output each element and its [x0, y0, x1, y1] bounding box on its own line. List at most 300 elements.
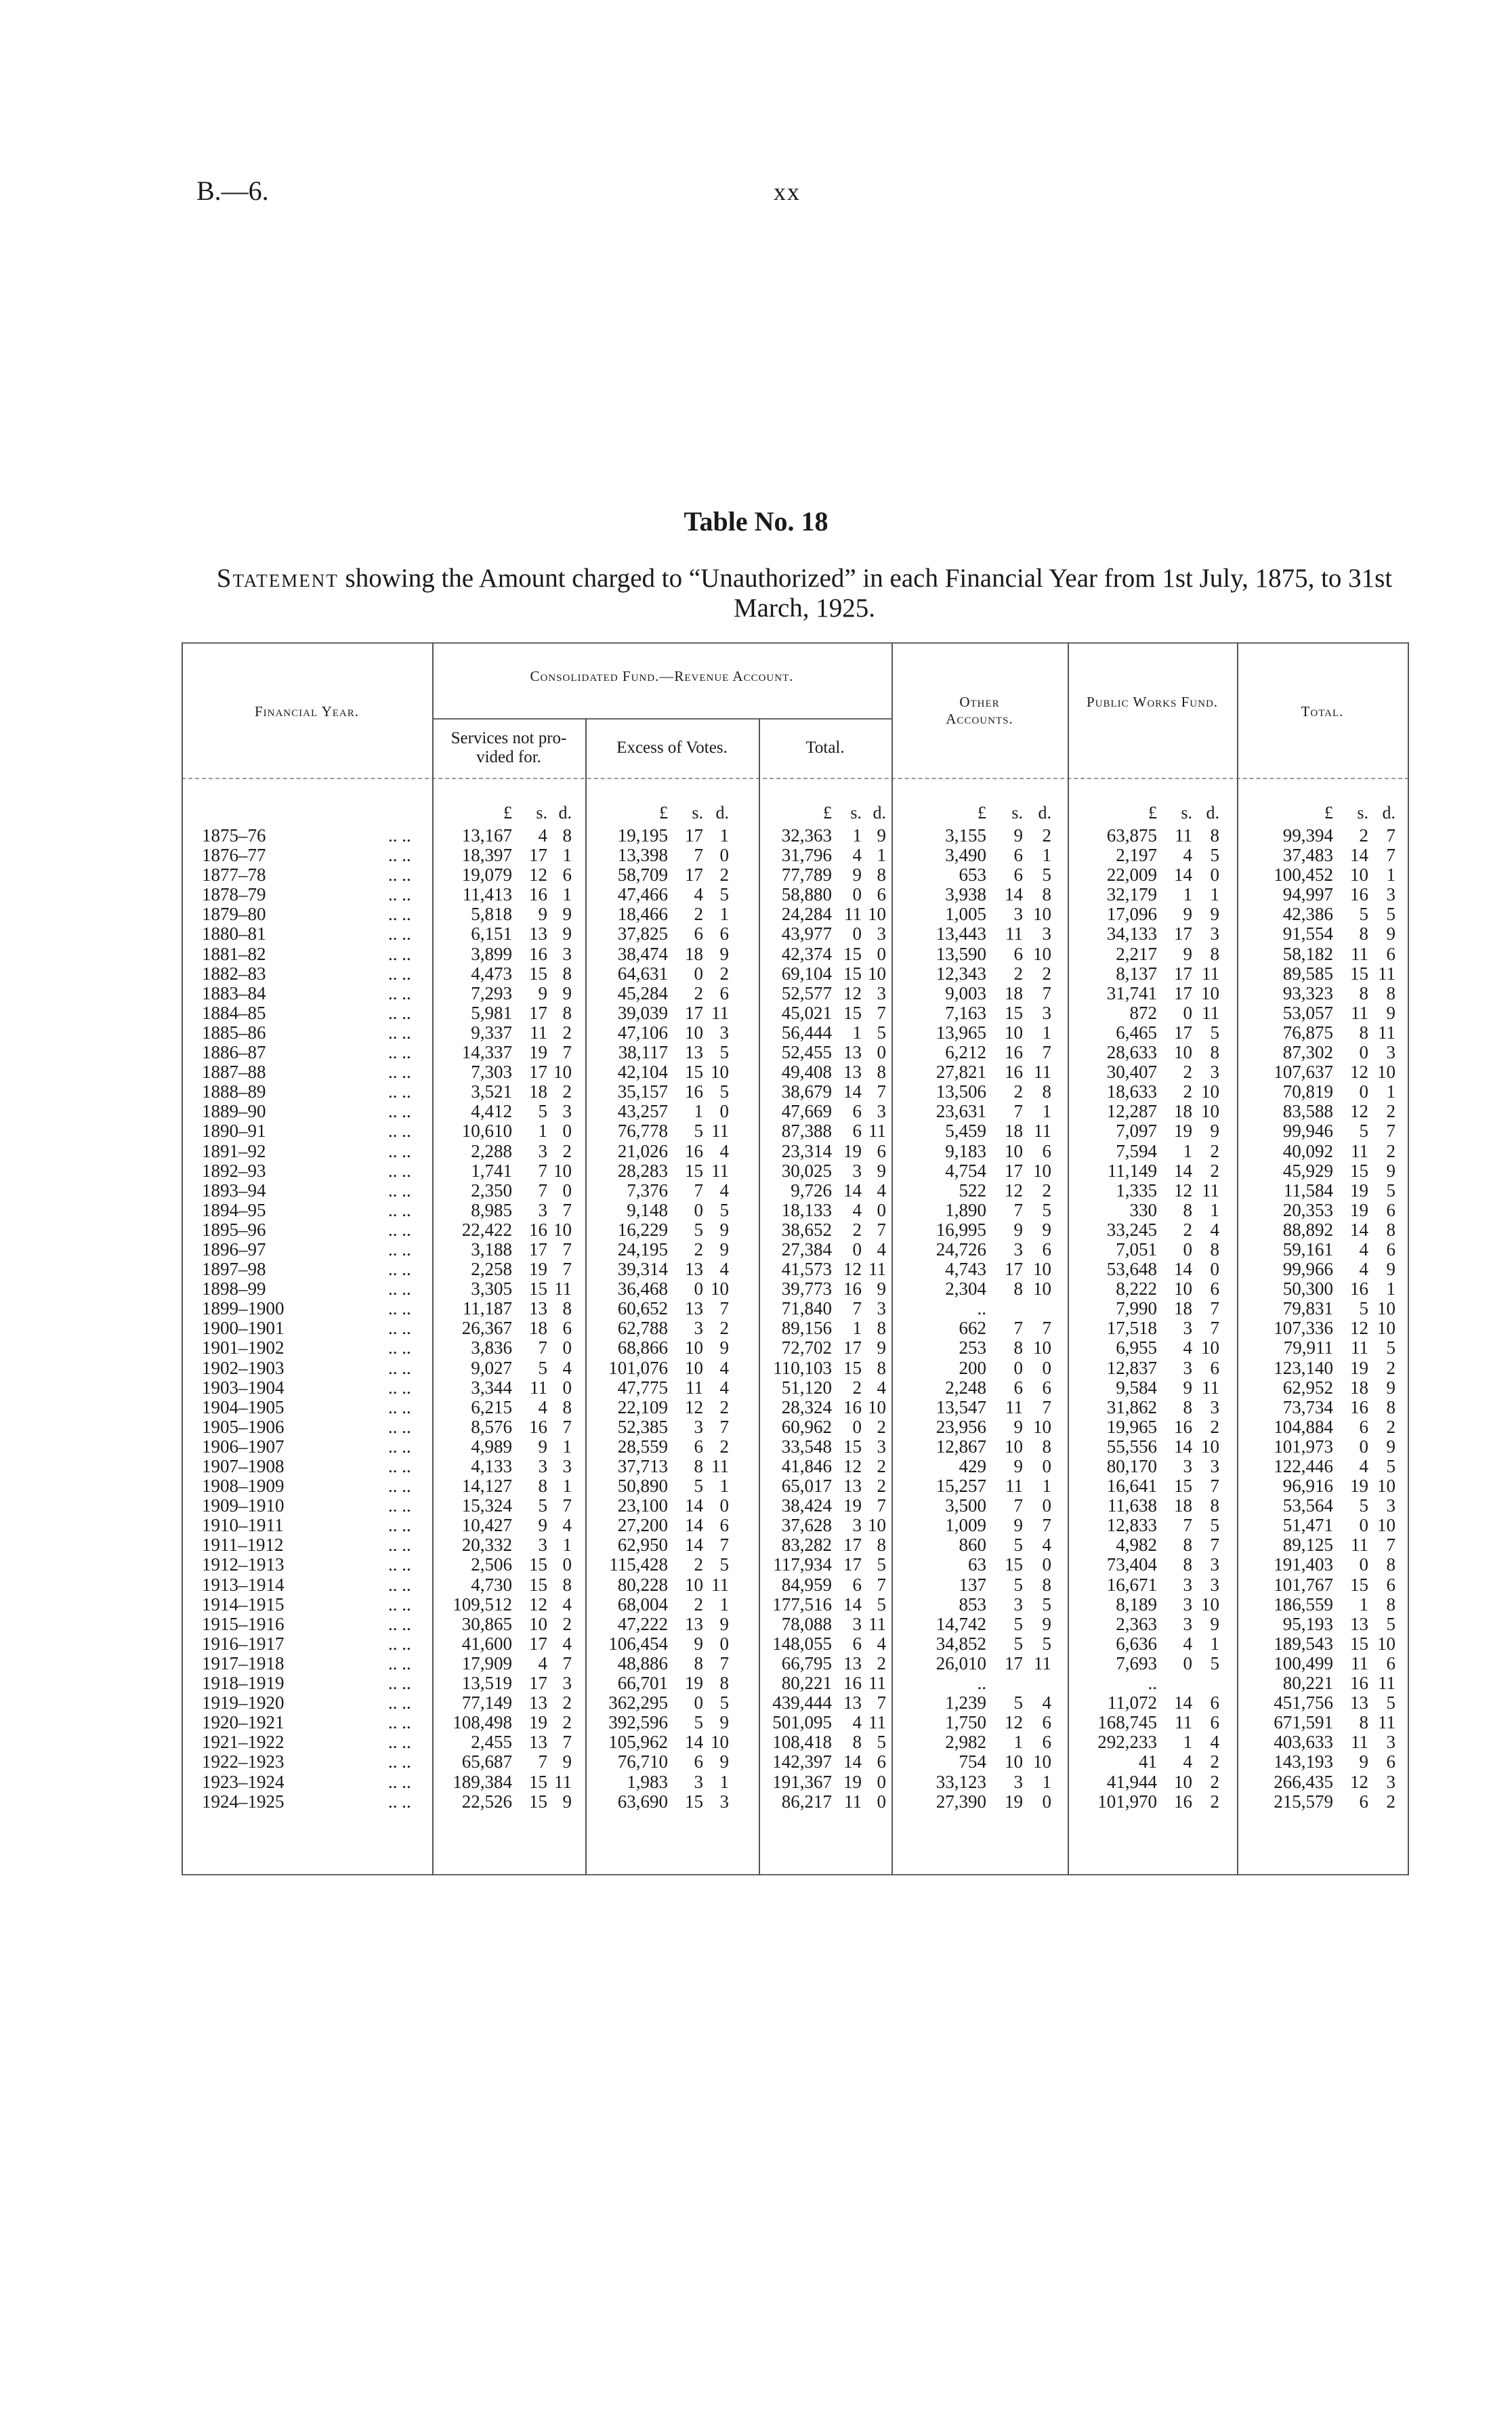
financial-year: 1921–1922 [202, 1732, 285, 1753]
services-shillings: 19 [529, 1712, 547, 1733]
cf-total-shillings: 6 [852, 1633, 862, 1654]
financial-year: 1877–78 [202, 865, 266, 886]
pwf-pounds: 7,594 [1116, 1140, 1157, 1161]
services-pounds: 3,344 [471, 1377, 512, 1398]
cf-total-pence: 5 [877, 1594, 886, 1615]
services-pence: 9 [562, 904, 572, 925]
total-pounds: 80,221 [1282, 1673, 1333, 1694]
table-row [182, 1378, 1409, 1398]
total-pounds: 99,966 [1282, 1259, 1333, 1280]
total-pounds: 101,767 [1274, 1574, 1333, 1595]
services-pence: 2 [562, 1712, 572, 1733]
cf-total-pounds: 71,840 [781, 1298, 832, 1319]
services-pence: 9 [562, 1751, 572, 1772]
excess-shillings: 10 [685, 1357, 703, 1378]
other-pounds: 2,982 [945, 1732, 986, 1753]
excess-shillings: 13 [685, 1259, 703, 1280]
total-pounds: 266,435 [1274, 1771, 1333, 1792]
excess-pounds: 76,710 [617, 1751, 668, 1772]
other-pounds: 6,212 [945, 1042, 986, 1063]
services-pounds: 10,427 [461, 1515, 512, 1536]
pwf-pounds: 7,693 [1116, 1652, 1157, 1673]
other-pence: 11 [1034, 1652, 1051, 1673]
financial-year: 1923–1924 [202, 1771, 285, 1792]
pwf-shillings: 14 [1174, 865, 1192, 886]
services-shillings: 15 [529, 1574, 547, 1595]
services-pence: 3 [562, 1101, 572, 1122]
other-pence: 1 [1042, 845, 1051, 866]
table-row [182, 1732, 1409, 1752]
table-row [182, 1673, 1409, 1693]
pwf-pounds: 80,170 [1106, 1456, 1157, 1476]
total-shillings: 16 [1350, 1278, 1368, 1299]
excess-shillings: 0 [694, 1692, 703, 1713]
pwf-pounds: 872 [1129, 1002, 1157, 1023]
other-pence: 7 [1042, 1318, 1051, 1339]
cf-total-pence: 2 [877, 1456, 886, 1476]
cf-total-shillings: 17 [843, 1535, 862, 1556]
table-row [182, 1457, 1409, 1476]
pwf-shillings: 8 [1183, 1554, 1192, 1575]
pwf-pence: 10 [1201, 1101, 1219, 1122]
table-row [182, 984, 1409, 1003]
excess-shillings: 3 [694, 1318, 703, 1339]
excess-shillings: 10 [685, 1022, 703, 1043]
total-shillings: 8 [1359, 1712, 1368, 1733]
cf-total-pounds: 52,455 [781, 1042, 832, 1063]
total-shillings: 11 [1351, 1535, 1368, 1556]
table-row [182, 1615, 1409, 1634]
excess-pence: 0 [719, 845, 729, 866]
excess-pence: 0 [719, 1101, 729, 1122]
total-pounds: 79,831 [1282, 1298, 1333, 1319]
other-pence: 0 [1042, 1554, 1051, 1575]
services-shillings: 11 [530, 1377, 547, 1398]
services-shillings: 15 [529, 1771, 547, 1792]
other-pounds: 2,248 [945, 1377, 986, 1398]
pwf-pence: 0 [1210, 865, 1219, 886]
financial-year: 1880–81 [202, 923, 266, 944]
other-pounds: 13,506 [936, 1081, 986, 1102]
total-pence: 6 [1386, 1239, 1395, 1260]
cf-total-pounds: 38,679 [781, 1081, 832, 1102]
services-pounds: 11,413 [462, 884, 512, 905]
other-pounds: 5,459 [945, 1121, 986, 1142]
cf-total-pence: 3 [877, 923, 886, 944]
total-pence: 5 [1386, 1337, 1395, 1358]
services-pounds: 15,324 [461, 1495, 512, 1516]
total-pounds: 89,585 [1282, 963, 1333, 984]
other-pounds: 34,852 [936, 1633, 986, 1654]
cf-total-shillings: 15 [843, 963, 862, 984]
other-pounds: 3,500 [945, 1495, 986, 1516]
leader-dots: .. .. [388, 1081, 411, 1102]
financial-year: 1915–1916 [202, 1613, 285, 1634]
table-row [182, 1516, 1409, 1535]
leader-dots: .. .. [388, 1712, 411, 1733]
cf-total-shillings: 7 [852, 1298, 862, 1319]
other-pence: 6 [1042, 1140, 1051, 1161]
cf-total-shillings: 3 [852, 1515, 862, 1536]
excess-pence: 9 [719, 943, 729, 964]
total-pounds: 91,554 [1282, 923, 1333, 944]
unit-label: £ [659, 803, 668, 823]
cf-total-pounds: 58,880 [781, 884, 832, 905]
financial-year: 1897–98 [202, 1259, 266, 1280]
other-pounds: 522 [959, 1180, 986, 1201]
cf-total-pounds: 60,962 [781, 1416, 832, 1437]
table-row [182, 1772, 1409, 1792]
pwf-shillings: 1 [1183, 1140, 1192, 1161]
services-pence: 8 [562, 963, 572, 984]
cf-total-pounds: 51,120 [781, 1377, 832, 1398]
cf-total-pence: 5 [877, 1554, 886, 1575]
excess-shillings: 15 [685, 1160, 703, 1181]
pwf-shillings: 11 [1175, 825, 1192, 846]
total-shillings: 5 [1359, 904, 1368, 925]
leader-dots: .. .. [388, 1121, 411, 1142]
cf-total-pounds: 30,025 [781, 1160, 832, 1181]
other-pence: 2 [1042, 963, 1051, 984]
total-pounds: 53,057 [1282, 1002, 1333, 1023]
leader-dots: .. .. [388, 982, 411, 1003]
excess-pence: 6 [719, 923, 729, 944]
leader-dots: .. .. [388, 1476, 411, 1497]
services-pounds: 2,258 [471, 1259, 512, 1280]
cf-total-pence: 4 [877, 1239, 886, 1260]
total-pence: 9 [1386, 923, 1395, 944]
pwf-pounds: 330 [1129, 1199, 1157, 1220]
excess-shillings: 3 [694, 1416, 703, 1437]
cf-total-pence: 4 [877, 1377, 886, 1398]
excess-pence: 1 [719, 1771, 729, 1792]
cf-total-shillings: 13 [843, 1652, 862, 1673]
cf-total-pounds: 38,652 [781, 1219, 832, 1240]
pwf-pounds: 11,149 [1107, 1160, 1157, 1181]
total-pounds: 58,182 [1282, 943, 1333, 964]
services-pence: 7 [562, 1199, 572, 1220]
excess-pence: 3 [719, 1022, 729, 1043]
cf-total-shillings: 17 [843, 1337, 862, 1358]
cf-total-pounds: 41,846 [781, 1456, 832, 1476]
col-header-other: Other Accounts. [946, 694, 1013, 727]
unit-label: d. [558, 803, 572, 823]
leader-dots: .. .. [388, 1357, 411, 1378]
pwf-pence: 8 [1210, 943, 1219, 964]
excess-pounds: 50,890 [617, 1476, 668, 1497]
leader-dots: .. .. [388, 1594, 411, 1615]
other-pounds: 1,009 [945, 1515, 986, 1536]
excess-pence: 11 [711, 1121, 729, 1142]
services-shillings: 3 [538, 1456, 547, 1476]
leader-dots: .. .. [388, 963, 411, 984]
other-pounds: 860 [959, 1535, 986, 1556]
pwf-shillings: 3 [1183, 1613, 1192, 1634]
pwf-shillings: 18 [1174, 1298, 1192, 1319]
services-pounds: 6,151 [471, 923, 512, 944]
other-pence: 6 [1042, 1732, 1051, 1753]
pwf-pounds: 19,965 [1106, 1416, 1157, 1437]
pwf-pence: 3 [1210, 1456, 1219, 1476]
pwf-shillings: 17 [1174, 1022, 1192, 1043]
financial-year: 1881–82 [202, 943, 266, 964]
unit-label: s. [850, 803, 862, 823]
table-bottom-rule [182, 1874, 1409, 1875]
table-row [182, 1358, 1409, 1378]
cf-total-shillings: 9 [852, 865, 862, 886]
pwf-pounds: 11,638 [1107, 1495, 1157, 1516]
excess-shillings: 10 [685, 1337, 703, 1358]
other-pence: 6 [1042, 1712, 1051, 1733]
excess-pence: 2 [719, 1396, 729, 1417]
cf-total-pence: 9 [877, 1337, 886, 1358]
services-pence: 0 [562, 1121, 572, 1142]
pwf-pence: 11 [1202, 1002, 1219, 1023]
col-header-cf-total: Total. [805, 739, 845, 757]
cf-total-pounds: 37,628 [781, 1515, 832, 1536]
cf-total-pence: 5 [877, 1022, 886, 1043]
pwf-shillings: 2 [1183, 1062, 1192, 1083]
services-pence: 2 [562, 1081, 572, 1102]
excess-pounds: 66,701 [617, 1673, 668, 1694]
excess-pounds: 43,257 [617, 1101, 668, 1122]
other-pounds: 9,003 [945, 982, 986, 1003]
cf-total-pounds: 65,017 [781, 1476, 832, 1497]
col-header-excess: Excess of Votes. [616, 739, 728, 757]
total-shillings: 12 [1350, 1771, 1368, 1792]
excess-pence: 10 [711, 1278, 729, 1299]
total-shillings: 15 [1350, 1574, 1368, 1595]
services-pence: 8 [562, 1298, 572, 1319]
excess-shillings: 15 [685, 1062, 703, 1083]
pwf-pounds: 6,636 [1116, 1633, 1157, 1654]
table-row [182, 1260, 1409, 1279]
excess-pence: 1 [719, 904, 729, 925]
pwf-shillings: 14 [1174, 1692, 1192, 1713]
other-pounds: 15,257 [936, 1476, 986, 1497]
total-shillings: 11 [1351, 943, 1368, 964]
cf-total-pounds: 33,548 [781, 1436, 832, 1457]
pwf-pence: 3 [1210, 1062, 1219, 1083]
pwf-shillings: 17 [1174, 982, 1192, 1003]
other-pounds: 1,750 [945, 1712, 986, 1733]
cf-total-pence: 11 [868, 1613, 886, 1634]
other-pounds: 12,343 [936, 963, 986, 984]
other-pence: 5 [1042, 1594, 1051, 1615]
services-pounds: 26,367 [461, 1318, 512, 1339]
cf-total-pounds: 72,702 [781, 1337, 832, 1358]
table-row [182, 1476, 1409, 1496]
cf-total-pence: 0 [877, 1199, 886, 1220]
excess-pence: 9 [719, 1613, 729, 1634]
table-row [182, 1555, 1409, 1575]
services-shillings: 5 [538, 1495, 547, 1516]
excess-shillings: 3 [694, 1771, 703, 1792]
pwf-pounds: 2,197 [1116, 845, 1157, 866]
cf-total-pence: 9 [877, 1278, 886, 1299]
unit-label: d. [1038, 803, 1051, 823]
cf-total-pounds: 89,156 [781, 1318, 832, 1339]
total-pounds: 51,471 [1282, 1515, 1333, 1536]
leader-dots: .. .. [388, 1436, 411, 1457]
cf-total-pounds: 439,444 [772, 1692, 832, 1713]
leader-dots: .. .. [388, 1652, 411, 1673]
services-pence: 7 [562, 1042, 572, 1063]
other-pounds: .. [977, 1673, 986, 1694]
other-pence: 7 [1042, 1515, 1051, 1536]
header-bottom-rule [182, 778, 1409, 779]
excess-pence: 0 [719, 1633, 729, 1654]
services-pounds: 10,610 [461, 1121, 512, 1142]
other-shillings: 5 [1013, 1633, 1023, 1654]
table-row [182, 1634, 1409, 1654]
pwf-pence: 8 [1210, 1042, 1219, 1063]
leader-dots: .. .. [388, 1554, 411, 1575]
excess-pence: 11 [711, 1160, 729, 1181]
excess-pounds: 47,775 [617, 1377, 668, 1398]
services-pence: 8 [562, 825, 572, 846]
total-shillings: 15 [1350, 963, 1368, 984]
excess-pounds: 7,376 [627, 1180, 668, 1201]
excess-pence: 2 [719, 963, 729, 984]
other-pounds: 4,743 [945, 1259, 986, 1280]
excess-pounds: 68,004 [617, 1594, 668, 1615]
excess-shillings: 13 [685, 1298, 703, 1319]
other-shillings: 12 [1005, 1712, 1023, 1733]
excess-pence: 10 [711, 1732, 729, 1753]
table-row [182, 944, 1409, 964]
table-row [182, 1240, 1409, 1260]
other-shillings: 1 [1013, 1732, 1023, 1753]
services-pence: 9 [562, 923, 572, 944]
pwf-pounds: 63,875 [1106, 825, 1157, 846]
services-shillings: 7 [538, 1337, 547, 1358]
total-pence: 10 [1377, 1298, 1395, 1319]
financial-year: 1876–77 [202, 845, 266, 866]
total-pounds: 101,973 [1274, 1436, 1333, 1457]
leader-dots: .. .. [388, 1318, 411, 1339]
services-pence: 8 [562, 1574, 572, 1595]
excess-shillings: 13 [685, 1042, 703, 1063]
other-shillings: 0 [1013, 1357, 1023, 1378]
other-shillings: 11 [1005, 1396, 1023, 1417]
excess-pounds: 13,398 [617, 845, 668, 866]
excess-pounds: 22,109 [617, 1396, 668, 1417]
pwf-shillings: 0 [1183, 1002, 1192, 1023]
cf-total-pounds: 84,959 [781, 1574, 832, 1595]
total-pence: 10 [1377, 1515, 1395, 1536]
excess-shillings: 14 [685, 1732, 703, 1753]
excess-pence: 7 [719, 1298, 729, 1319]
table-row [182, 1161, 1409, 1181]
services-pounds: 13,519 [461, 1673, 512, 1694]
services-pounds: 2,506 [471, 1554, 512, 1575]
pwf-pence: 1 [1210, 884, 1219, 905]
services-pounds: 14,337 [461, 1042, 512, 1063]
other-shillings: 6 [1013, 845, 1023, 866]
other-pounds: 27,390 [936, 1791, 986, 1812]
leader-dots: .. .. [388, 904, 411, 925]
cf-total-shillings: 14 [843, 1594, 862, 1615]
excess-shillings: 10 [685, 1574, 703, 1595]
financial-year: 1889–90 [202, 1101, 266, 1122]
total-shillings: 4 [1359, 1239, 1368, 1260]
services-shillings: 1 [538, 1121, 547, 1142]
excess-shillings: 2 [694, 1239, 703, 1260]
other-pounds: 3,938 [945, 884, 986, 905]
total-pounds: 191,403 [1274, 1554, 1333, 1575]
pwf-pence: 6 [1210, 1278, 1219, 1299]
excess-pence: 5 [719, 1042, 729, 1063]
cf-total-shillings: 15 [843, 943, 862, 964]
excess-pounds: 37,713 [617, 1456, 668, 1476]
total-pounds: 451,756 [1274, 1692, 1333, 1713]
leader-dots: .. .. [388, 1160, 411, 1181]
pwf-shillings: 0 [1183, 1239, 1192, 1260]
unit-label: s. [692, 803, 703, 823]
pwf-pence: 5 [1210, 1022, 1219, 1043]
unit-label: £ [823, 803, 832, 823]
pwf-pence: 7 [1210, 1476, 1219, 1497]
total-pounds: 143,193 [1274, 1751, 1333, 1772]
pwf-shillings: 0 [1183, 1652, 1192, 1673]
excess-shillings: 2 [694, 982, 703, 1003]
total-shillings: 0 [1359, 1081, 1368, 1102]
services-pence: 2 [562, 1613, 572, 1634]
cf-total-shillings: 6 [852, 1101, 862, 1122]
page-folio: xx [774, 178, 801, 205]
pwf-pounds: 34,133 [1106, 923, 1157, 944]
excess-pence: 6 [719, 1515, 729, 1536]
total-pounds: 87,302 [1282, 1042, 1333, 1063]
excess-pence: 5 [719, 884, 729, 905]
total-shillings: 4 [1359, 1456, 1368, 1476]
cf-total-pence: 11 [868, 1121, 886, 1142]
excess-pounds: 47,222 [617, 1613, 668, 1634]
services-pounds: 65,687 [461, 1751, 512, 1772]
total-shillings: 8 [1359, 923, 1368, 944]
services-pounds: 22,422 [461, 1219, 512, 1240]
leader-dots: .. .. [388, 923, 411, 944]
pwf-pounds: 16,671 [1106, 1574, 1157, 1595]
cf-total-pounds: 45,021 [781, 1002, 832, 1023]
excess-pence: 5 [719, 1199, 729, 1220]
cf-total-shillings: 3 [852, 1613, 862, 1634]
services-shillings: 12 [529, 865, 547, 886]
other-pence: 3 [1042, 1002, 1051, 1023]
total-pence: 6 [1386, 1574, 1395, 1595]
services-pence: 0 [562, 1377, 572, 1398]
pwf-pounds: 2,217 [1116, 943, 1157, 964]
total-pence: 8 [1386, 1594, 1395, 1615]
financial-year: 1919–1920 [202, 1692, 285, 1713]
table-row [182, 1338, 1409, 1358]
other-shillings: 9 [1013, 1515, 1023, 1536]
other-pence: 9 [1042, 1613, 1051, 1634]
other-shillings: 17 [1005, 1259, 1023, 1280]
cf-total-shillings: 0 [852, 1239, 862, 1260]
cf-total-shillings: 2 [852, 1219, 862, 1240]
cf-total-shillings: 3 [852, 1160, 862, 1181]
pwf-shillings: 3 [1183, 1318, 1192, 1339]
excess-pounds: 19,195 [617, 825, 668, 846]
services-pounds: 7,293 [471, 982, 512, 1003]
excess-pence: 7 [719, 1535, 729, 1556]
services-pence: 6 [562, 865, 572, 886]
table-row [182, 1535, 1409, 1555]
services-pence: 7 [562, 1732, 572, 1753]
financial-year: 1922–1923 [202, 1751, 285, 1772]
